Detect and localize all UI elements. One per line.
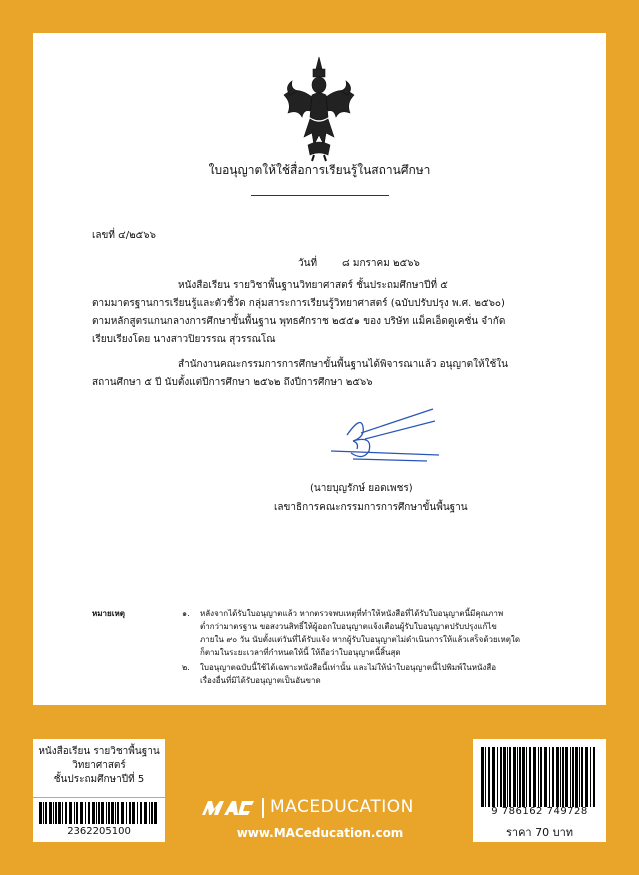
barcode-bar xyxy=(575,747,578,807)
barcode-bar xyxy=(488,747,490,807)
note-line: ใบอนุญาตฉบับนี้ใช้ได้เฉพาะหนังสือนี้เท่านั้น และไม่ให้นำใบอนุญาตนี้ไปพิมพ์ในหนังสือ xyxy=(200,663,497,672)
barcode-bar xyxy=(519,747,521,807)
barcode-bar xyxy=(509,747,511,807)
signature xyxy=(323,399,443,469)
barcode-bar xyxy=(85,802,86,824)
garuda-emblem xyxy=(278,55,360,163)
barcode-bar xyxy=(500,747,502,807)
signer-title: เลขาธิการคณะกรรมการการศึกษาขั้นพื้นฐาน xyxy=(274,502,468,513)
note-number: ๑. xyxy=(182,609,190,618)
book-label-line: วิทยาศาสตร์ xyxy=(72,760,126,771)
barcode-bar xyxy=(55,802,57,824)
barcode-bar xyxy=(58,802,61,824)
note-line: ก็ตามในระยะเวลาที่กำหนดให้นี้ ให้ถือว่าใบอนุญาตนี้สิ้นสุด xyxy=(200,648,401,657)
barcode-bar xyxy=(497,747,498,807)
barcode-bar xyxy=(111,802,114,824)
barcode-bar xyxy=(106,802,107,824)
isbn-barcode xyxy=(481,747,598,807)
barcode-bar xyxy=(492,747,495,807)
body-line: เรียบเรียงโดย นางสาวปิยวรรณ สุวรรณโณ xyxy=(92,334,276,345)
book-label xyxy=(33,739,165,797)
barcode-bar xyxy=(65,802,67,824)
barcode-bar xyxy=(149,802,150,824)
barcode-bar xyxy=(538,747,539,807)
book-label-line: ชั้นประถมศึกษาปีที่ 5 xyxy=(53,774,145,785)
barcode-bar xyxy=(533,747,536,807)
barcode-bar xyxy=(565,747,568,807)
barcode-bar xyxy=(140,802,142,824)
barcode-bar xyxy=(43,802,44,824)
barcode-bar xyxy=(80,802,83,824)
barcode-bar xyxy=(108,802,110,824)
note-line: หลังจากได้รับใบอนุญาตแล้ว หากตรวจพบเหตุที่ทำให้หนังสือที่ได้รับใบอนุญาตนี้มีคุณภาพ xyxy=(200,609,504,618)
barcode-bar xyxy=(503,747,506,807)
price: ราคา 70 บาท xyxy=(505,826,574,839)
brand-divider xyxy=(262,798,264,818)
body-line: ตามมาตรฐานการเรียนรู้และตัวชี้วัด กลุ่มสาระการเรียนรู้วิทยาศาสตร์ (ฉบับปรับปรุง พ.ศ. ๒๕๖๐) xyxy=(92,298,505,309)
barcode-bar xyxy=(556,747,559,807)
barcode-bar xyxy=(74,802,75,824)
inventory-barcode xyxy=(33,798,165,842)
barcode-bar xyxy=(529,747,531,807)
approval-line: สำนักงานคณะกรรมการการศึกษาขั้นพื้นฐานได้พิจารณาแล้ว อนุญาตให้ใช้ใน xyxy=(178,359,508,370)
barcode-number: 2362205100 xyxy=(67,826,131,837)
barcode-bar xyxy=(45,802,47,824)
body-line: หนังสือเรียน รายวิชาพื้นฐานวิทยาศาสตร์ ชั้นประถมศึกษาปีที่ ๕ xyxy=(178,280,448,291)
barcode-bar xyxy=(53,802,54,824)
approval-line: สถานศึกษา ๕ ปี นับตั้งแต่ปีการศึกษา ๒๕๖๒ ถึงปีการศึกษา ๒๕๖๖ xyxy=(92,377,373,388)
brand-url: www.MACeducation.com xyxy=(236,826,404,840)
note-line: ต่ำกว่ามาตรฐาน ขอสงวนสิทธิ์ให้ผู้ออกใบอนุญาตแจ้งเตือนผู้รับใบอนุญาตปรับปรุงแก้ไข xyxy=(200,622,497,631)
barcode-bar xyxy=(144,802,147,824)
note-number: ๒. xyxy=(182,663,190,672)
barcode-bar xyxy=(117,802,119,824)
barcode-bar xyxy=(115,802,116,824)
barcode-bar xyxy=(581,747,583,807)
note-line: ภายใน ๙๐ วัน นับตั้งแต่วันที่ได้รับแจ้ง หากผู้รับใบอนุญาตไม่ดำเนินการให้แล้วเสร็จด้วยเหตุใด xyxy=(200,635,521,644)
barcode-bar xyxy=(154,802,157,824)
license-document xyxy=(33,33,606,705)
brand-logo xyxy=(200,796,440,820)
date-label: วันที่ xyxy=(298,258,318,269)
barcode-bar xyxy=(572,747,574,807)
book-label-line: หนังสือเรียน รายวิชาพื้นฐาน xyxy=(38,746,160,757)
barcode-bar xyxy=(481,747,484,807)
barcode-bar xyxy=(98,802,100,824)
mac-logo-icon xyxy=(200,799,258,817)
barcode-bar xyxy=(92,802,95,824)
brand-name: MACEDUCATION xyxy=(270,797,414,817)
barcode-bar xyxy=(121,802,124,824)
barcode-bar xyxy=(549,747,550,807)
barcode-bar xyxy=(544,747,547,807)
barcode-bar xyxy=(39,802,42,824)
barcode-bar xyxy=(560,747,561,807)
barcode-bar xyxy=(126,802,127,824)
note-line: เรื่องอื่นที่มิได้รับอนุญาตเป็นอันขาด xyxy=(200,676,321,685)
barcode-bar xyxy=(49,802,52,824)
barcode-bar xyxy=(540,747,542,807)
barcode-bar xyxy=(513,747,516,807)
barcode-bar xyxy=(517,747,518,807)
signer-name: (นายบุญรักษ์ ยอดเพชร) xyxy=(310,483,413,494)
date-value: ๘ มกราคม ๒๕๖๖ xyxy=(342,258,420,269)
barcode-bar xyxy=(593,747,595,807)
barcode-bar xyxy=(590,747,591,807)
barcode-bar xyxy=(562,747,564,807)
barcode-bar xyxy=(76,802,78,824)
barcode-bar xyxy=(69,802,72,824)
barcode-bar xyxy=(101,802,104,824)
title-divider xyxy=(251,195,389,196)
barcode-bar xyxy=(485,747,486,807)
barcode-bar xyxy=(151,802,153,824)
isbn-box xyxy=(473,739,606,842)
barcode-bar xyxy=(552,747,554,807)
barcode-bar xyxy=(96,802,97,824)
notes-heading: หมายเหตุ xyxy=(92,609,125,618)
license-number: เลขที่ ๔/๒๕๖๖ xyxy=(92,230,156,241)
barcode-bar xyxy=(570,747,571,807)
barcode-bar xyxy=(507,747,508,807)
body-line: ตามหลักสูตรแกนกลางการศึกษาขั้นพื้นฐาน พุทธศักราช ๒๕๕๑ ของ บริษัท แม็คเอ็ดดูเคชั่น จำกัด xyxy=(92,316,506,327)
barcode-bar xyxy=(62,802,63,824)
barcode-bar xyxy=(137,802,138,824)
barcode-bar xyxy=(132,802,135,824)
barcode-bar xyxy=(579,747,580,807)
barcode-bars xyxy=(39,802,159,824)
isbn-number: 9 786162 749728 xyxy=(491,806,588,817)
document-title: ใบอนุญาตให้ใช้สื่อการเรียนรู้ในสถานศึกษา xyxy=(208,163,431,177)
barcode-bar xyxy=(526,747,527,807)
barcode-bar xyxy=(88,802,90,824)
barcode-bar xyxy=(129,802,131,824)
barcode-bar xyxy=(585,747,588,807)
barcode-bar xyxy=(522,747,525,807)
